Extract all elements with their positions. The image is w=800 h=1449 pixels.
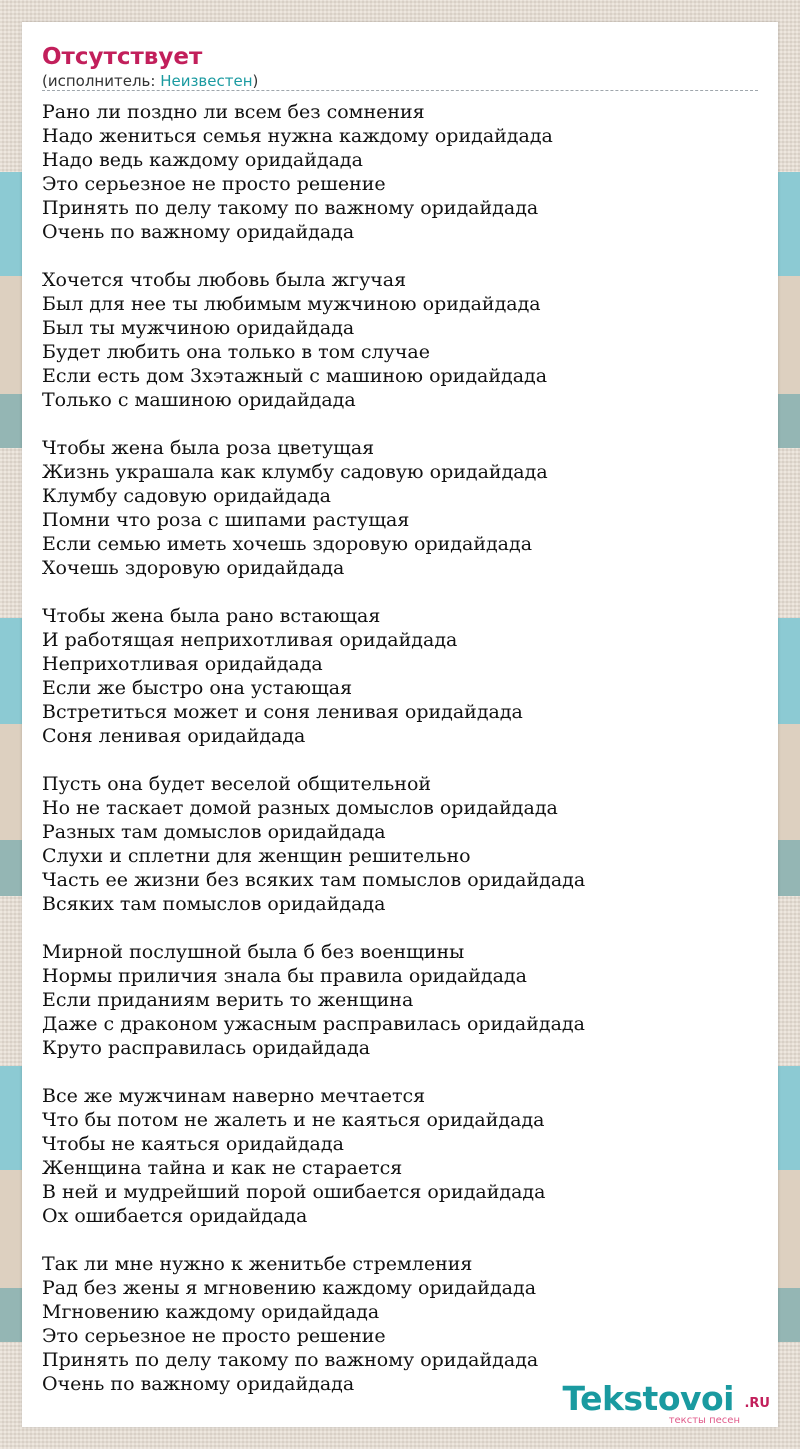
artist-link[interactable]: Неизвестен — [160, 72, 253, 90]
lyrics-line: Это серьезное не просто решение — [42, 1325, 386, 1347]
artist-line — [42, 72, 258, 90]
lyrics-line: Надо жениться семья нужна каждому оридайдада — [42, 125, 553, 147]
lyrics-line: Всяких там помыслов оридайдада — [42, 893, 386, 915]
lyrics-line: Был ты мужчиною оридайдада — [42, 317, 355, 339]
lyrics-line: Что бы потом не жалеть и не каяться оридайдада — [42, 1109, 545, 1131]
lyrics-line: Женщина тайна и как не старается — [42, 1157, 403, 1179]
lyrics-line: Чтобы жена была рано встающая — [42, 605, 381, 627]
logo-tld: .RU — [744, 1396, 770, 1411]
logo-wordmark: Tekstovoi — [562, 1379, 734, 1418]
lyrics-stanza — [42, 940, 758, 1060]
lyrics-line: В ней и мудрейший порой ошибается оридайдада — [42, 1181, 546, 1203]
lyrics-line: Встретиться может и соня ленивая оридайдада — [42, 701, 523, 723]
lyrics-line: Круто расправилась оридайдада — [42, 1037, 371, 1059]
lyrics-line: Разных там домыслов оридайдада — [42, 821, 386, 843]
lyrics-line: Слухи и сплетни для женщин решительно — [42, 845, 471, 867]
lyrics-line: Если приданиям верить то женщина — [42, 989, 414, 1011]
lyrics-line: Это серьезное не просто решение — [42, 173, 386, 195]
lyrics-line: Нормы приличия знала бы правила оридайдада — [42, 965, 527, 987]
lyrics-line: Так ли мне нужно к женитьбе стремления — [42, 1253, 473, 1275]
lyrics-line: Надо ведь каждому оридайдада — [42, 149, 363, 171]
site-logo[interactable] — [560, 1380, 770, 1424]
lyrics-line: Если же быстро она устающая — [42, 677, 353, 699]
lyrics-stanza — [42, 268, 758, 412]
lyrics-line: Чтобы не каяться оридайдада — [42, 1133, 344, 1155]
lyrics-line: Если семью иметь хочешь здоровую оридайдада — [42, 533, 533, 555]
lyrics-line: Мгновению каждому оридайдада — [42, 1301, 380, 1323]
lyrics-line: Рад без жены я мгновению каждому оридайдада — [42, 1277, 537, 1299]
lyrics-line: Чтобы жена была роза цветущая — [42, 437, 375, 459]
lyrics-line: Только с машиною оридайдада — [42, 389, 356, 411]
lyrics-stanza — [42, 1252, 758, 1396]
lyrics-line: Ох ошибается оридайдада — [42, 1205, 308, 1227]
lyrics-line: Хочется чтобы любовь была жгучая — [42, 269, 407, 291]
lyrics-stanza — [42, 772, 758, 916]
lyrics-line: Очень по важному оридайдада — [42, 1373, 355, 1395]
lyrics-text — [42, 100, 758, 1396]
lyrics-line: Все же мужчинам наверно мечтается — [42, 1085, 426, 1107]
lyrics-line: Если есть дом 3хэтажный с машиною оридайдада — [42, 365, 548, 387]
lyrics-line: Хочешь здоровую оридайдада — [42, 557, 345, 579]
logo-tagline: тексты песен — [668, 1415, 740, 1426]
artist-suffix: ) — [252, 72, 259, 90]
lyrics-line: Мирной послушной была б без военщины — [42, 941, 465, 963]
lyrics-line: Но не таскает домой разных домыслов оридайдада — [42, 797, 558, 819]
lyrics-stanza — [42, 604, 758, 748]
lyrics-line: Клумбу садовую оридайдада — [42, 485, 331, 507]
lyrics-line: Пусть она будет веселой общительной — [42, 773, 432, 795]
lyrics-line: Очень по важному оридайдада — [42, 221, 355, 243]
lyrics-line: Принять по делу такому по важному оридайдада — [42, 1349, 539, 1371]
lyrics-stanza — [42, 100, 758, 244]
lyrics-line: Помни что роза с шипами растущая — [42, 509, 410, 531]
lyrics-line: Часть ее жизни без всяких там помыслов оридайдада — [42, 869, 586, 891]
lyrics-card — [22, 22, 778, 1427]
lyrics-line: Неприхотливая оридайдада — [42, 653, 323, 675]
lyrics-line: И работящая неприхотливая оридайдада — [42, 629, 458, 651]
lyrics-line: Даже с драконом ужасным расправилась оридайдада — [42, 1013, 585, 1035]
song-title: Отсутствует — [42, 44, 203, 70]
lyrics-line: Принять по делу такому по важному оридайдада — [42, 197, 539, 219]
lyrics-line: Жизнь украшала как клумбу садовую оридайдада — [42, 461, 548, 483]
lyrics-line: Рано ли поздно ли всем без сомнения — [42, 101, 425, 123]
lyrics-stanza — [42, 436, 758, 580]
lyrics-line: Будет любить она только в том случае — [42, 341, 430, 363]
lyrics-line: Соня ленивая оридайдада — [42, 725, 306, 747]
title-divider — [42, 90, 758, 91]
lyrics-stanza — [42, 1084, 758, 1228]
lyrics-line: Был для нее ты любимым мужчиною оридайдада — [42, 293, 541, 315]
artist-prefix: (исполнитель: — [42, 72, 161, 90]
